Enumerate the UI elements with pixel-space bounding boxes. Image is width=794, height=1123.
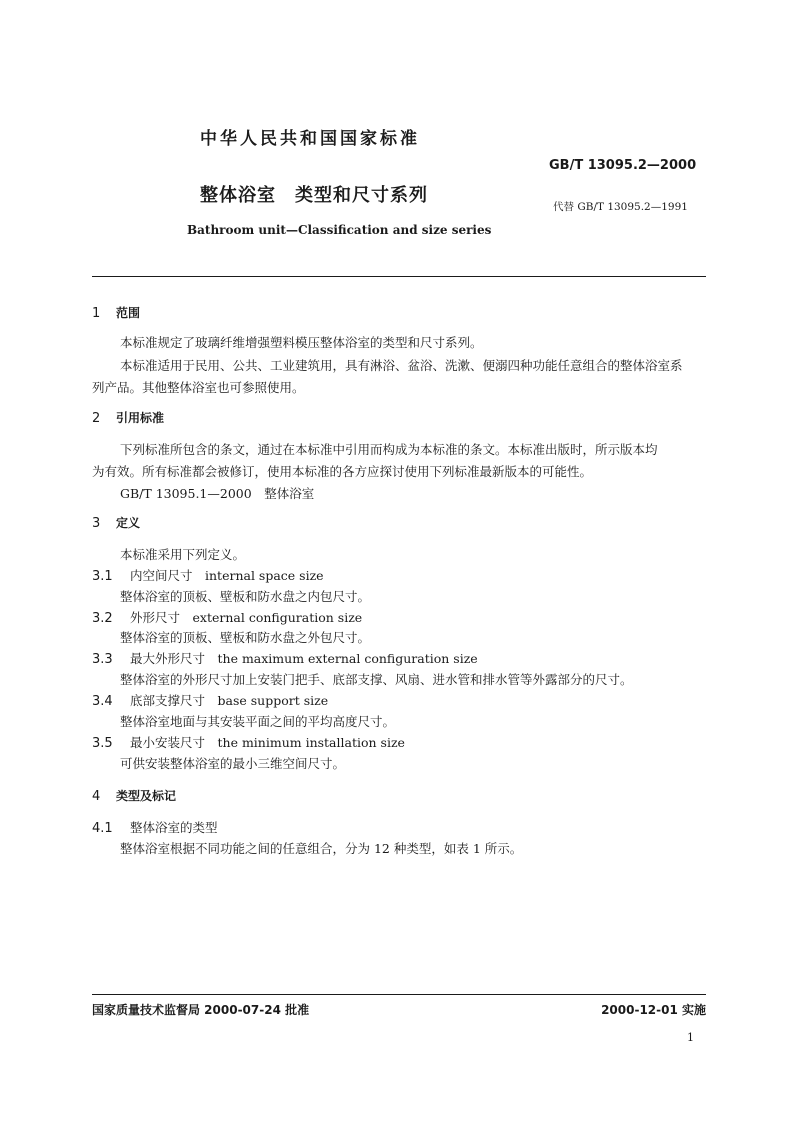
section-number: 1	[92, 306, 101, 321]
paragraph: 本标准适用于民用、公共、工业建筑用，具有淋浴、盆浴、洗漱、便溺四种功能任意组合的整体浴室系	[120, 358, 683, 373]
section-2-heading	[92, 409, 164, 426]
paragraph: 下列标准所包含的条文，通过在本标准中引用而构成为本标准的条文。本标准出版时，所示版本均	[120, 442, 658, 457]
definition-3-3-desc: 整体浴室的外形尺寸加上安装门把手、底部支撑、风扇、进水管和排水管等外露部分的尺寸。	[120, 672, 633, 687]
clause-number: 3.1	[92, 569, 113, 584]
document-title: 整体浴室 类型和尺寸系列	[200, 185, 428, 206]
section-number: 2	[92, 411, 101, 426]
definition-3-2-term	[92, 608, 362, 626]
section-number: 4	[92, 789, 101, 804]
section-number: 3	[92, 516, 101, 531]
clause-number: 3.4	[92, 694, 113, 709]
definition-3-5-desc: 可供安装整体浴室的最小三维空间尺寸。	[120, 756, 346, 771]
clause-number: 3.2	[92, 611, 113, 626]
paragraph-continuation: 列产品。其他整体浴室也可参照使用。	[92, 380, 305, 395]
footer-rule	[92, 994, 706, 995]
replaces-standard: 代替 GB/T 13095.2—1991	[553, 201, 688, 213]
paragraph: 本标准采用下列定义。	[120, 547, 246, 562]
effective-date: 2000-12-01 实施	[601, 1003, 706, 1017]
english-title: Bathroom unit—Classification and size series	[187, 223, 492, 237]
clause-number: 3.3	[92, 652, 113, 667]
section-1-heading	[92, 304, 140, 321]
subsection-4-1-heading	[92, 818, 218, 836]
term-text: 外形尺寸 external configuration size	[130, 610, 363, 625]
definition-3-1-term	[92, 566, 324, 584]
definition-3-2-desc: 整体浴室的顶板、壁板和防水盘之外包尺寸。	[120, 630, 371, 645]
paragraph: 整体浴室根据不同功能之间的任意组合，分为 12 种类型，如表 1 所示。	[120, 841, 523, 856]
paragraph: 本标准规定了玻璃纤维增强塑料模压整体浴室的类型和尺寸系列。	[120, 335, 483, 350]
definition-3-5-term	[92, 733, 405, 751]
definition-3-1-desc: 整体浴室的顶板、壁板和防水盘之内包尺寸。	[120, 589, 371, 604]
term-text: 内空间尺寸 internal space size	[130, 568, 324, 583]
section-title: 引用标准	[116, 411, 165, 425]
paragraph-continuation: 为有效。所有标准都会被修订，使用本标准的各方应探讨使用下列标准最新版本的可能性。	[92, 464, 593, 479]
section-title: 定义	[116, 516, 141, 530]
section-3-heading	[92, 514, 140, 531]
clause-number: 3.5	[92, 736, 113, 751]
term-text: 最小安装尺寸 the minimum installation size	[130, 735, 405, 750]
subsection-title: 整体浴室的类型	[130, 820, 218, 835]
term-text: 底部支撑尺寸 base support size	[130, 693, 329, 708]
standard-number: GB/T 13095.2—2000	[549, 158, 697, 173]
approval-line: 国家质量技术监督局 2000-07-24 批准	[92, 1003, 310, 1017]
section-title: 类型及标记	[116, 789, 177, 803]
page-number: 1	[687, 1031, 694, 1044]
term-text: 最大外形尺寸 the maximum external configuration size	[130, 651, 478, 666]
definition-3-4-desc: 整体浴室地面与其安装平面之间的平均高度尺寸。	[120, 714, 396, 729]
clause-number: 4.1	[92, 821, 113, 836]
definition-3-3-term	[92, 649, 478, 667]
section-4-heading	[92, 787, 176, 804]
section-title: 范围	[116, 306, 141, 320]
issuing-organization: 中华人民共和国国家标准	[200, 129, 420, 149]
header-rule	[92, 276, 706, 277]
definition-3-4-term	[92, 691, 328, 709]
referenced-standard: GB/T 13095.1—2000 整体浴室	[120, 486, 315, 501]
